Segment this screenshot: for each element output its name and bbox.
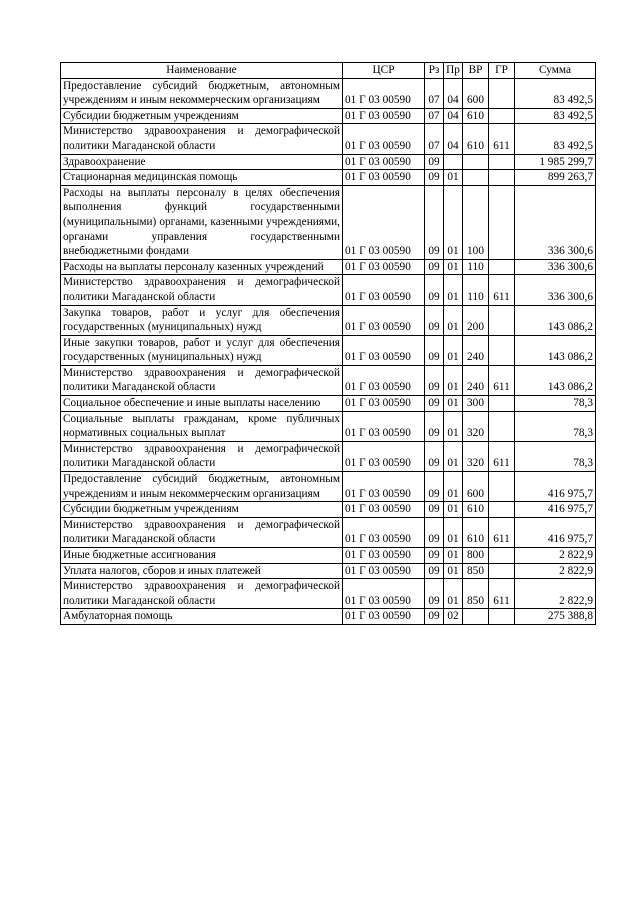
cell-csr: 01 Г 03 00590 bbox=[343, 365, 425, 395]
cell-csr: 01 Г 03 00590 bbox=[343, 154, 425, 170]
cell-csr: 01 Г 03 00590 bbox=[343, 185, 425, 259]
cell-name: Министерство здравоохранения и демографической политики Магаданской области bbox=[61, 517, 343, 547]
cell-name: Социальные выплаты гражданам, кроме публичных нормативных социальных выплат bbox=[61, 411, 343, 441]
cell-name: Уплата налогов, сборов и иных платежей bbox=[61, 563, 343, 579]
cell-vr: 320 bbox=[463, 411, 489, 441]
cell-vr bbox=[463, 170, 489, 186]
cell-pr: 01 bbox=[444, 396, 463, 412]
cell-pr: 01 bbox=[444, 185, 463, 259]
cell-pr: 01 bbox=[444, 335, 463, 365]
table-row bbox=[61, 396, 596, 412]
cell-vr: 600 bbox=[463, 472, 489, 502]
cell-pr: 01 bbox=[444, 441, 463, 471]
cell-name: Иные бюджетные ассигнования bbox=[61, 548, 343, 564]
cell-csr: 01 Г 03 00590 bbox=[343, 170, 425, 186]
cell-vr: 200 bbox=[463, 305, 489, 335]
cell-csr: 01 Г 03 00590 bbox=[343, 502, 425, 518]
cell-vr: 600 bbox=[463, 78, 489, 108]
table-row bbox=[61, 78, 596, 108]
cell-name: Амбулаторная помощь bbox=[61, 609, 343, 625]
header-rz: Рз bbox=[425, 63, 444, 79]
cell-rz: 09 bbox=[425, 170, 444, 186]
table-row bbox=[61, 579, 596, 609]
cell-gr bbox=[489, 259, 515, 275]
cell-csr: 01 Г 03 00590 bbox=[343, 259, 425, 275]
header-csr: ЦСР bbox=[343, 63, 425, 79]
cell-sum: 78,3 bbox=[515, 396, 596, 412]
cell-gr bbox=[489, 335, 515, 365]
cell-csr: 01 Г 03 00590 bbox=[343, 305, 425, 335]
cell-pr: 04 bbox=[444, 108, 463, 124]
cell-gr: 611 bbox=[489, 124, 515, 154]
cell-csr: 01 Г 03 00590 bbox=[343, 108, 425, 124]
cell-name: Закупка товаров, работ и услуг для обеспечения государственных (муниципальных) нужд bbox=[61, 305, 343, 335]
cell-vr: 240 bbox=[463, 335, 489, 365]
header-pr: Пр bbox=[444, 63, 463, 79]
cell-gr bbox=[489, 609, 515, 625]
cell-vr: 320 bbox=[463, 441, 489, 471]
cell-vr: 610 bbox=[463, 517, 489, 547]
cell-rz: 09 bbox=[425, 305, 444, 335]
cell-name: Министерство здравоохранения и демографической политики Магаданской области bbox=[61, 579, 343, 609]
cell-vr bbox=[463, 154, 489, 170]
cell-name: Иные закупки товаров, работ и услуг для обеспечения государственных (муниципальных) нужд bbox=[61, 335, 343, 365]
cell-csr: 01 Г 03 00590 bbox=[343, 275, 425, 305]
cell-rz: 07 bbox=[425, 108, 444, 124]
table-row bbox=[61, 259, 596, 275]
cell-rz: 09 bbox=[425, 185, 444, 259]
cell-sum: 83 492,5 bbox=[515, 78, 596, 108]
cell-pr: 04 bbox=[444, 124, 463, 154]
cell-pr: 01 bbox=[444, 517, 463, 547]
cell-rz: 09 bbox=[425, 548, 444, 564]
cell-rz: 09 bbox=[425, 335, 444, 365]
table-row bbox=[61, 170, 596, 186]
cell-rz: 09 bbox=[425, 396, 444, 412]
cell-gr bbox=[489, 185, 515, 259]
table-row bbox=[61, 124, 596, 154]
header-gr: ГР bbox=[489, 63, 515, 79]
table-row bbox=[61, 548, 596, 564]
budget-table bbox=[60, 62, 596, 625]
cell-name: Стационарная медицинская помощь bbox=[61, 170, 343, 186]
cell-pr bbox=[444, 154, 463, 170]
cell-csr: 01 Г 03 00590 bbox=[343, 609, 425, 625]
table-row bbox=[61, 305, 596, 335]
cell-sum: 275 388,8 bbox=[515, 609, 596, 625]
cell-name: Министерство здравоохранения и демографической политики Магаданской области bbox=[61, 275, 343, 305]
cell-rz: 09 bbox=[425, 579, 444, 609]
cell-pr: 01 bbox=[444, 170, 463, 186]
cell-rz: 09 bbox=[425, 154, 444, 170]
cell-pr: 01 bbox=[444, 563, 463, 579]
cell-gr bbox=[489, 502, 515, 518]
cell-rz: 09 bbox=[425, 259, 444, 275]
cell-sum: 78,3 bbox=[515, 441, 596, 471]
cell-gr bbox=[489, 170, 515, 186]
cell-rz: 07 bbox=[425, 78, 444, 108]
cell-vr: 850 bbox=[463, 563, 489, 579]
cell-sum: 143 086,2 bbox=[515, 305, 596, 335]
cell-sum: 143 086,2 bbox=[515, 365, 596, 395]
cell-vr: 610 bbox=[463, 502, 489, 518]
cell-csr: 01 Г 03 00590 bbox=[343, 472, 425, 502]
cell-pr: 01 bbox=[444, 548, 463, 564]
cell-name: Расходы на выплаты персоналу в целях обеспечения выполнения функций государственными (муниципальными) органами, казенными учреждениями, органами управления государственными внебюджетными фондами bbox=[61, 185, 343, 259]
cell-name: Министерство здравоохранения и демографической политики Магаданской области bbox=[61, 441, 343, 471]
cell-csr: 01 Г 03 00590 bbox=[343, 411, 425, 441]
table-row bbox=[61, 108, 596, 124]
cell-sum: 1 985 299,7 bbox=[515, 154, 596, 170]
cell-pr: 01 bbox=[444, 365, 463, 395]
cell-sum: 416 975,7 bbox=[515, 502, 596, 518]
cell-sum: 416 975,7 bbox=[515, 517, 596, 547]
cell-vr: 850 bbox=[463, 579, 489, 609]
cell-name: Расходы на выплаты персоналу казенных учреждений bbox=[61, 259, 343, 275]
cell-csr: 01 Г 03 00590 bbox=[343, 517, 425, 547]
cell-gr bbox=[489, 472, 515, 502]
cell-sum: 416 975,7 bbox=[515, 472, 596, 502]
cell-gr: 611 bbox=[489, 365, 515, 395]
cell-sum: 143 086,2 bbox=[515, 335, 596, 365]
cell-sum: 78,3 bbox=[515, 411, 596, 441]
cell-name: Субсидии бюджетным учреждениям bbox=[61, 108, 343, 124]
cell-gr bbox=[489, 396, 515, 412]
table-row bbox=[61, 472, 596, 502]
cell-sum: 336 300,6 bbox=[515, 259, 596, 275]
table-row bbox=[61, 563, 596, 579]
cell-pr: 01 bbox=[444, 411, 463, 441]
cell-name: Социальное обеспечение и иные выплаты населению bbox=[61, 396, 343, 412]
table-row bbox=[61, 609, 596, 625]
header-sum: Сумма bbox=[515, 63, 596, 79]
cell-pr: 02 bbox=[444, 609, 463, 625]
cell-gr bbox=[489, 305, 515, 335]
cell-gr bbox=[489, 154, 515, 170]
table-header-row bbox=[61, 63, 596, 79]
cell-gr bbox=[489, 411, 515, 441]
cell-csr: 01 Г 03 00590 bbox=[343, 124, 425, 154]
cell-sum: 899 263,7 bbox=[515, 170, 596, 186]
cell-rz: 09 bbox=[425, 563, 444, 579]
cell-rz: 07 bbox=[425, 124, 444, 154]
cell-gr: 611 bbox=[489, 441, 515, 471]
cell-sum: 2 822,9 bbox=[515, 579, 596, 609]
table-row bbox=[61, 185, 596, 259]
cell-rz: 09 bbox=[425, 365, 444, 395]
cell-gr bbox=[489, 108, 515, 124]
cell-gr: 611 bbox=[489, 275, 515, 305]
cell-vr bbox=[463, 609, 489, 625]
table-row bbox=[61, 441, 596, 471]
cell-sum: 83 492,5 bbox=[515, 124, 596, 154]
cell-rz: 09 bbox=[425, 411, 444, 441]
cell-name: Министерство здравоохранения и демографической политики Магаданской области bbox=[61, 365, 343, 395]
cell-sum: 336 300,6 bbox=[515, 275, 596, 305]
cell-rz: 09 bbox=[425, 517, 444, 547]
cell-vr: 100 bbox=[463, 185, 489, 259]
cell-name: Здравоохранение bbox=[61, 154, 343, 170]
cell-sum: 336 300,6 bbox=[515, 185, 596, 259]
header-vr: ВР bbox=[463, 63, 489, 79]
cell-sum: 83 492,5 bbox=[515, 108, 596, 124]
cell-rz: 09 bbox=[425, 441, 444, 471]
cell-sum: 2 822,9 bbox=[515, 548, 596, 564]
cell-sum: 2 822,9 bbox=[515, 563, 596, 579]
cell-name: Предоставление субсидий бюджетным, автономным учреждениям и иным некоммерческим организациям bbox=[61, 78, 343, 108]
table-body bbox=[61, 78, 596, 624]
cell-vr: 300 bbox=[463, 396, 489, 412]
table-row bbox=[61, 275, 596, 305]
cell-gr: 611 bbox=[489, 517, 515, 547]
cell-rz: 09 bbox=[425, 275, 444, 305]
cell-pr: 01 bbox=[444, 305, 463, 335]
table-row bbox=[61, 502, 596, 518]
table-row bbox=[61, 411, 596, 441]
cell-csr: 01 Г 03 00590 bbox=[343, 548, 425, 564]
header-name: Наименование bbox=[61, 63, 343, 79]
cell-rz: 09 bbox=[425, 502, 444, 518]
cell-gr bbox=[489, 78, 515, 108]
cell-vr: 110 bbox=[463, 275, 489, 305]
cell-vr: 240 bbox=[463, 365, 489, 395]
cell-csr: 01 Г 03 00590 bbox=[343, 563, 425, 579]
cell-vr: 800 bbox=[463, 548, 489, 564]
table-row bbox=[61, 154, 596, 170]
cell-pr: 01 bbox=[444, 472, 463, 502]
cell-csr: 01 Г 03 00590 bbox=[343, 441, 425, 471]
cell-pr: 04 bbox=[444, 78, 463, 108]
cell-rz: 09 bbox=[425, 472, 444, 502]
cell-name: Предоставление субсидий бюджетным, автономным учреждениям и иным некоммерческим организациям bbox=[61, 472, 343, 502]
cell-pr: 01 bbox=[444, 579, 463, 609]
cell-pr: 01 bbox=[444, 275, 463, 305]
cell-csr: 01 Г 03 00590 bbox=[343, 396, 425, 412]
cell-csr: 01 Г 03 00590 bbox=[343, 78, 425, 108]
cell-vr: 610 bbox=[463, 124, 489, 154]
table-row bbox=[61, 517, 596, 547]
cell-pr: 01 bbox=[444, 259, 463, 275]
table-row bbox=[61, 365, 596, 395]
cell-rz: 09 bbox=[425, 609, 444, 625]
cell-csr: 01 Г 03 00590 bbox=[343, 335, 425, 365]
cell-name: Министерство здравоохранения и демографической политики Магаданской области bbox=[61, 124, 343, 154]
cell-gr: 611 bbox=[489, 579, 515, 609]
table-row bbox=[61, 335, 596, 365]
cell-name: Субсидии бюджетным учреждениям bbox=[61, 502, 343, 518]
cell-vr: 110 bbox=[463, 259, 489, 275]
cell-pr: 01 bbox=[444, 502, 463, 518]
cell-gr bbox=[489, 548, 515, 564]
cell-csr: 01 Г 03 00590 bbox=[343, 579, 425, 609]
cell-vr: 610 bbox=[463, 108, 489, 124]
cell-gr bbox=[489, 563, 515, 579]
